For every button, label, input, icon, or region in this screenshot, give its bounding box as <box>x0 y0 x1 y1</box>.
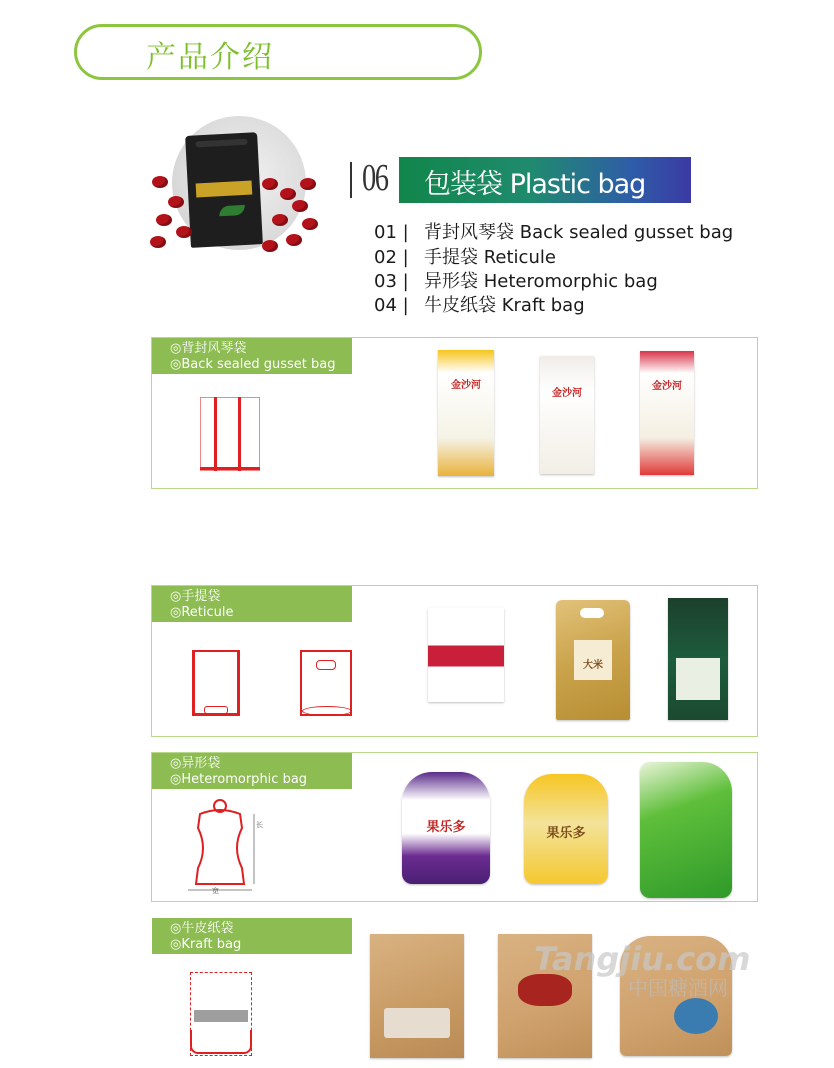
kraft-diagram <box>184 964 264 1060</box>
jujube-image <box>272 214 288 226</box>
section-number: 06 <box>362 157 388 199</box>
reticule-diagram-2 <box>294 646 360 722</box>
product-text: 大米 <box>583 660 603 671</box>
item-number: 02 | <box>374 247 409 268</box>
jujube-image <box>168 196 184 208</box>
item-label: 异形袋 Heteromorphic bag <box>424 271 658 292</box>
product-heteromorphic-purple <box>402 772 490 884</box>
jujube-image <box>292 200 308 212</box>
list-item <box>374 267 658 293</box>
product-gusset-bag-1 <box>438 350 494 476</box>
gusset-diagram <box>196 393 266 477</box>
jujube-image <box>156 214 172 226</box>
list-item <box>374 218 733 244</box>
jujube-image <box>152 176 168 188</box>
product-brand: 金沙河 <box>451 380 481 391</box>
heteromorphic-diagram <box>182 798 278 896</box>
section-label <box>152 338 352 374</box>
item-number: 01 | <box>374 222 409 243</box>
section-label <box>152 918 352 954</box>
section-label <box>152 586 352 622</box>
section-label-en: ◎Back sealed gusset bag <box>170 357 336 372</box>
watermark-cn: 中国糖酒网 <box>628 976 728 1000</box>
item-number: 03 | <box>374 271 409 292</box>
section-label <box>152 753 352 789</box>
section-label-cn: ◎牛皮纸袋 <box>170 921 234 936</box>
product-reticule-green <box>668 598 728 720</box>
product-heteromorphic-green <box>640 762 732 898</box>
product-reticule-white <box>428 608 504 702</box>
reticule-diagram-1 <box>186 646 248 722</box>
item-label: 牛皮纸袋 Kraft bag <box>424 295 585 316</box>
section-label-cn: ◎手提袋 <box>170 589 221 604</box>
diagram-width-label: 宽 <box>212 887 219 895</box>
jujube-image <box>262 178 278 190</box>
section-label-cn: ◎异形袋 <box>170 756 221 771</box>
title-pill <box>74 24 482 80</box>
jujube-image <box>262 240 278 252</box>
item-label: 手提袋 Reticule <box>424 247 556 268</box>
product-brand: 果乐多 <box>426 820 466 835</box>
product-kraft-window <box>370 934 464 1058</box>
jujube-image <box>150 236 166 248</box>
product-heteromorphic-yellow <box>524 774 608 884</box>
page-title: 产品介绍 <box>146 40 274 75</box>
item-label: 背封风琴袋 Back sealed gusset bag <box>424 222 734 243</box>
list-item <box>374 243 556 269</box>
number-separator <box>350 162 352 198</box>
intro-bag-image <box>185 132 263 248</box>
section-label-cn: ◎背封风琴袋 <box>170 341 247 356</box>
product-brand: 果乐多 <box>546 826 586 841</box>
category-title: 包装袋 Plastic bag <box>424 169 646 200</box>
section-label-en: ◎Kraft bag <box>170 937 242 952</box>
product-gusset-bag-3 <box>640 351 694 475</box>
jujube-image <box>302 218 318 230</box>
diagram-length-label: 长 <box>256 821 263 829</box>
item-number: 04 | <box>374 295 409 316</box>
section-label-en: ◎Reticule <box>170 605 234 620</box>
jujube-image <box>286 234 302 246</box>
list-item <box>374 291 585 317</box>
product-gusset-bag-2 <box>540 356 594 474</box>
jujube-image <box>300 178 316 190</box>
product-reticule-gold <box>556 600 630 720</box>
section-label-en: ◎Heteromorphic bag <box>170 772 308 787</box>
product-brand: 金沙河 <box>652 381 682 392</box>
product-brand: 金沙河 <box>552 388 582 399</box>
watermark-brand: Tangjiu.com <box>534 940 751 978</box>
jujube-image <box>176 226 192 238</box>
jujube-image <box>280 188 296 200</box>
